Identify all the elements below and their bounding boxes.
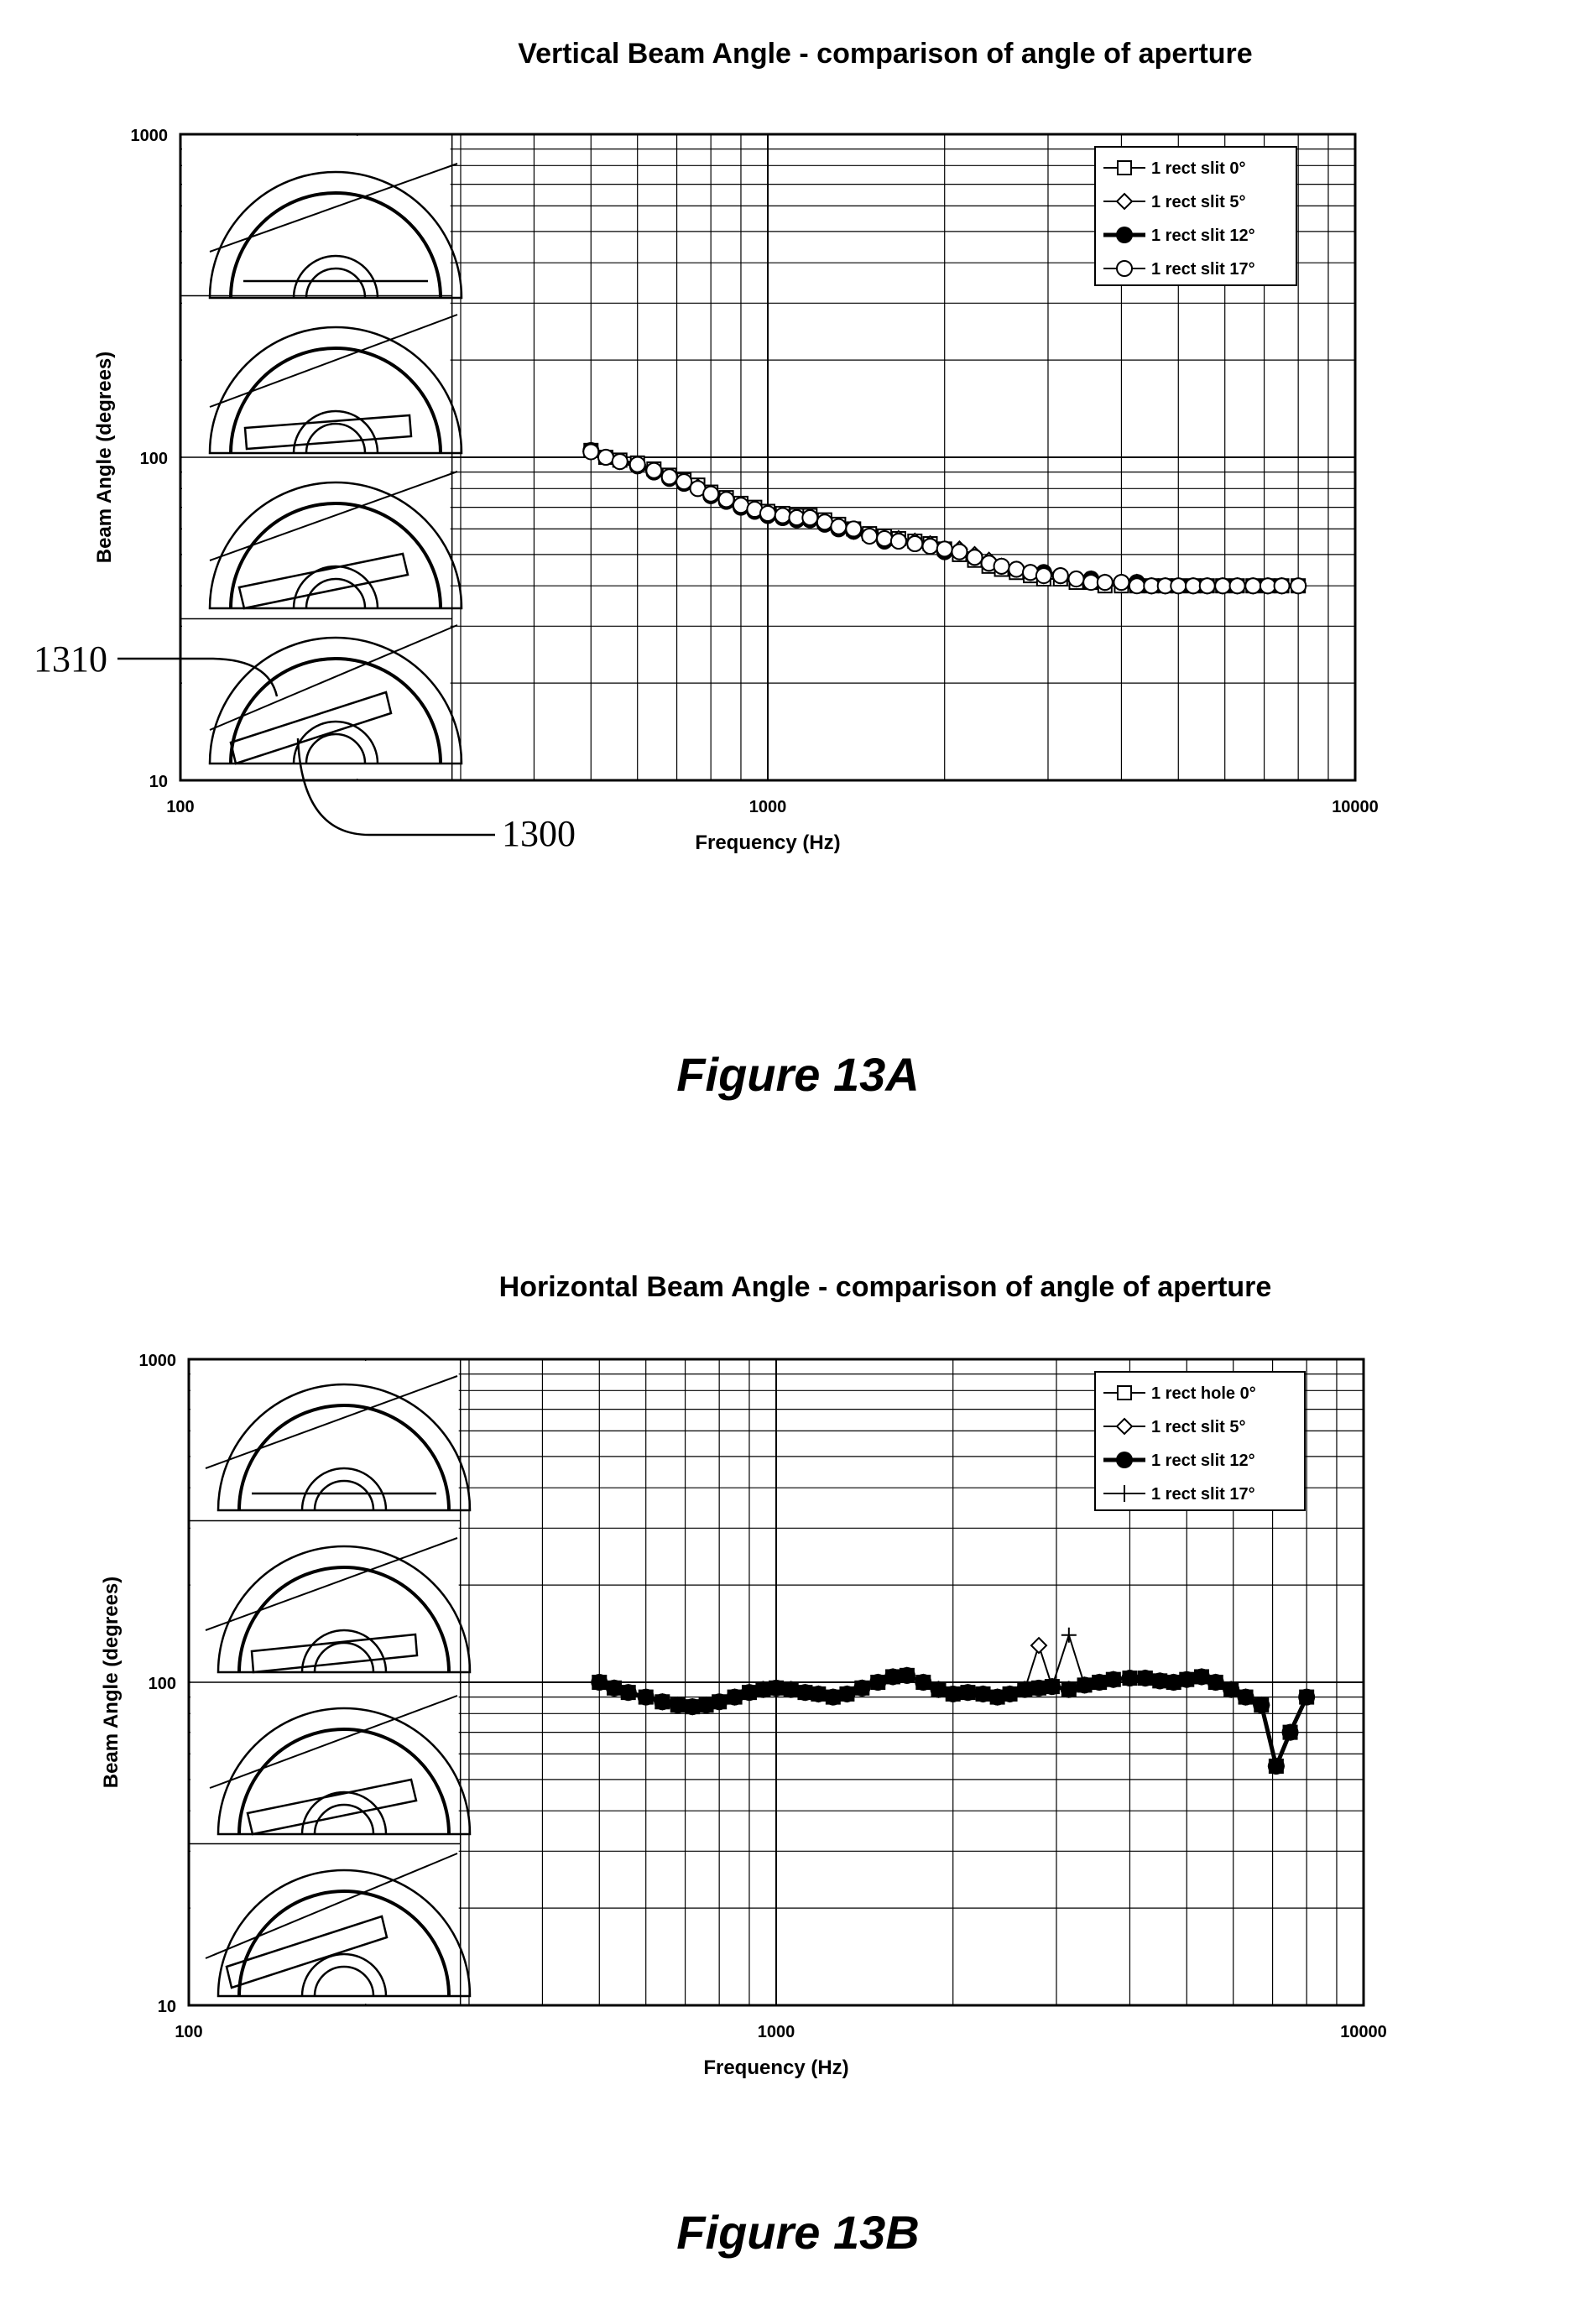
legend-a-marker-0	[1118, 161, 1131, 175]
chart-a-series-3-point-48	[1291, 578, 1306, 593]
legend-a-label-3: 1 rect slit 17°	[1151, 260, 1255, 279]
chart-a-xlabel: Frequency (Hz)	[695, 831, 841, 854]
chart-a-series-3-point-20	[877, 531, 892, 546]
chart-a-series-3-point-35	[1098, 575, 1113, 590]
chart-a-series-3-point-34	[1083, 575, 1098, 590]
chart-a-series-3-point-16	[817, 514, 832, 529]
chart-b-title: Horizontal Beam Angle - comparison of angle of aperture	[498, 1271, 1272, 1303]
legend-a-marker-2	[1116, 227, 1133, 243]
chart-a-series-3-point-9	[719, 492, 734, 507]
chart-a-series-3-point-41	[1186, 578, 1201, 593]
chart-a-series-3-point-18	[846, 521, 861, 536]
legend-a-label-2: 1 rect slit 12°	[1151, 227, 1255, 245]
chart-b-xlabel: Frequency (Hz)	[703, 2056, 849, 2079]
chart-b-xtick-10000: 10000	[1340, 2023, 1387, 2041]
legend-b-label-2: 1 rect slit 12°	[1151, 1452, 1255, 1470]
chart-a-series-3-point-42	[1200, 578, 1215, 593]
chart-a-series-3-point-32	[1053, 568, 1068, 583]
chart-a-series-3-point-43	[1215, 578, 1230, 593]
chart-a-series-3-point-0	[583, 444, 598, 459]
chart-a-legend	[1095, 147, 1296, 285]
chart-a-series-3-point-12	[760, 506, 775, 521]
chart-b-ylabel: Beam Angle (degrees)	[100, 1576, 123, 1789]
legend-b-marker-0	[1118, 1386, 1131, 1400]
chart-a-title: Vertical Beam Angle - comparison of angle of aperture	[518, 38, 1253, 70]
legend-b-label-0: 1 rect hole 0°	[1151, 1384, 1256, 1403]
chart-a-series-3-point-29	[1009, 562, 1024, 577]
chart-a-series-3-point-8	[703, 487, 718, 502]
legend-a-label-1: 1 rect slit 5°	[1151, 193, 1246, 211]
chart-a-ylabel: Beam Angle (degrees)	[93, 351, 116, 564]
chart-a-series-3-point-40	[1171, 578, 1186, 593]
chart-b-ytick-100: 100	[148, 1675, 176, 1693]
chart-b-legend	[1095, 1372, 1305, 1510]
legend-b-label-3: 1 rect slit 17°	[1151, 1485, 1255, 1504]
chart-a-ytick-10: 10	[149, 773, 168, 791]
chart-b-xtick-1000: 1000	[757, 2023, 795, 2041]
chart-a-series-3-point-1	[598, 450, 613, 465]
chart-a-series-3-point-10	[733, 498, 748, 513]
chart-a-series-3-point-28	[994, 559, 1009, 574]
chart-a-xtick-10000: 10000	[1332, 798, 1379, 816]
chart-a-series-3-point-13	[775, 508, 790, 523]
chart-b-series-1-point-30	[1031, 1638, 1046, 1653]
chart-a-series-3-point-3	[630, 457, 645, 472]
legend-a-label-0: 1 rect slit 0°	[1151, 159, 1246, 178]
chart-a-ytick-100: 100	[139, 450, 168, 468]
chart-a-series-3-point-37	[1129, 578, 1145, 593]
chart-a-xtick-1000: 1000	[748, 798, 787, 816]
chart-b-ytick-1000: 1000	[138, 1352, 176, 1370]
chart-a-series-3-point-44	[1230, 578, 1245, 593]
chart-a-series-3-point-36	[1114, 575, 1129, 590]
chart-a-series-3-point-21	[891, 534, 906, 549]
chart-a-series-3-point-5	[662, 469, 677, 484]
figure-13b-caption: Figure 13B	[676, 2206, 920, 2259]
chart-a-series-3-point-17	[831, 519, 846, 534]
chart-a-series-3-point-25	[952, 545, 967, 560]
chart-b-ytick-10: 10	[157, 1998, 176, 2016]
chart-a-series-3-point-46	[1260, 578, 1275, 593]
legend-b-marker-2	[1116, 1452, 1133, 1468]
chart-a-series-3-point-45	[1245, 578, 1260, 593]
chart-a-series-3-point-6	[676, 474, 691, 489]
chart-a-series-3-point-22	[907, 536, 922, 551]
chart-b-series-2-point-32	[1061, 1681, 1077, 1698]
chart-a-series-3-point-23	[923, 539, 938, 554]
chart-a-series-3-point-2	[613, 454, 628, 469]
reference-label-1310-text: 1310	[34, 639, 107, 680]
chart-a-series-3-point-47	[1275, 578, 1290, 593]
chart-a-series-3-point-31	[1036, 568, 1051, 583]
chart-b-series-3-point-32	[1061, 1628, 1077, 1643]
chart-a-ytick-1000: 1000	[130, 127, 168, 145]
legend-a-marker-3	[1117, 261, 1132, 276]
chart-a-series-3-point-15	[802, 510, 817, 525]
figure-13a-caption: Figure 13A	[676, 1048, 920, 1101]
chart-a-xtick-100: 100	[166, 798, 195, 816]
chart-13b	[100, 1271, 1387, 2259]
chart-a-series-3-point-19	[862, 529, 877, 544]
legend-b-label-1: 1 rect slit 5°	[1151, 1418, 1246, 1436]
chart-a-series-3-point-33	[1069, 571, 1084, 586]
chart-a-series-3-point-26	[968, 550, 983, 565]
chart-a-series-3-point-38	[1144, 578, 1159, 593]
chart-b-xtick-100: 100	[175, 2023, 203, 2041]
chart-a-series-3-point-4	[646, 463, 661, 478]
chart-a-series-3-point-24	[937, 541, 952, 556]
chart-13a	[34, 38, 1379, 1101]
reference-label-1300-text: 1300	[502, 813, 576, 854]
